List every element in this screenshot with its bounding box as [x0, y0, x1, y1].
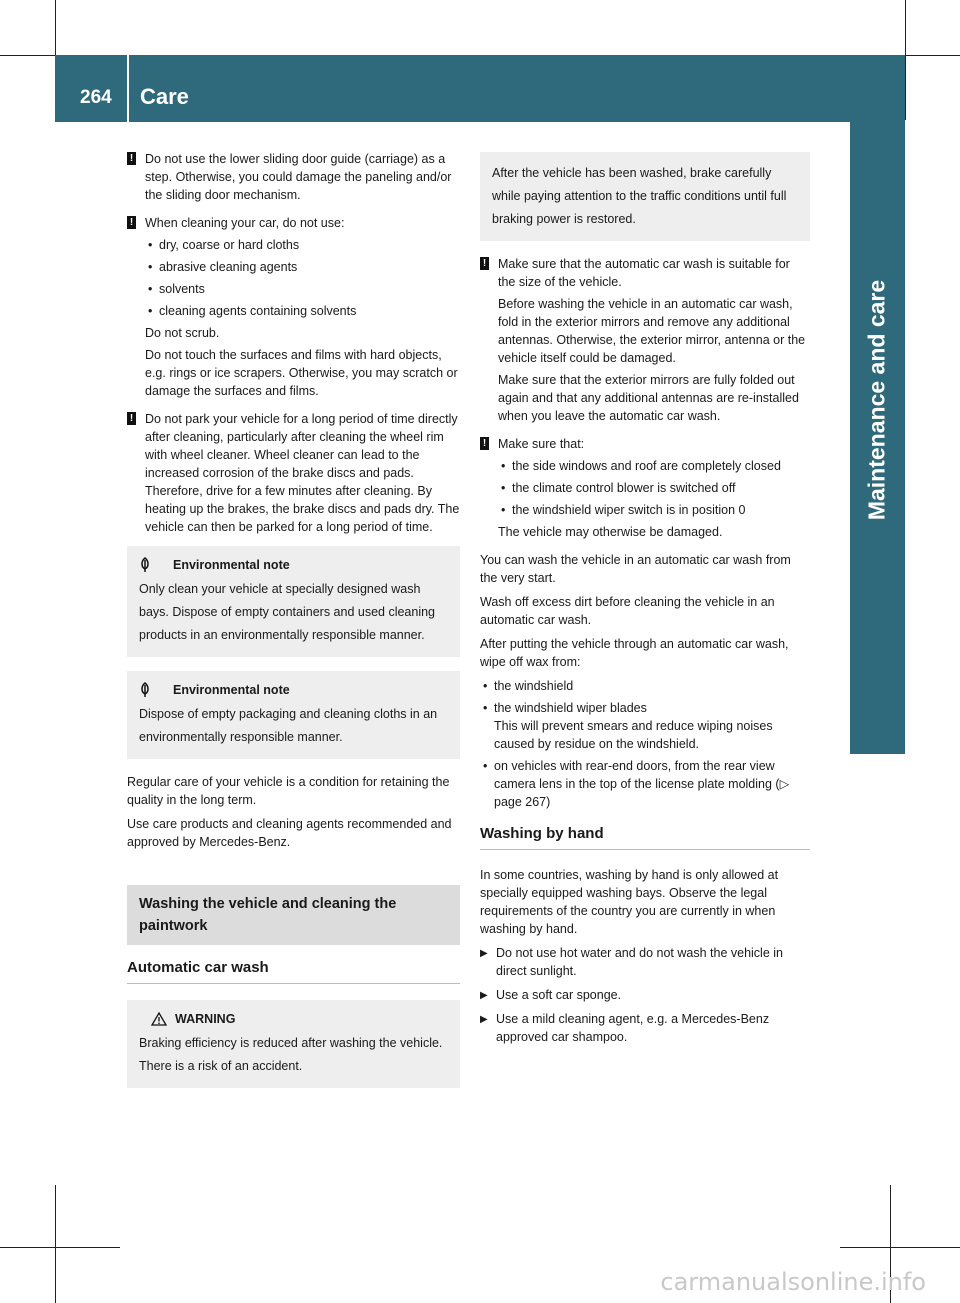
crop-mark [905, 0, 906, 120]
note-text: Do not use the lower sliding door guide (carriage) as a step. Otherwise, you could damage the paneling and/or the sliding door mechanism. [145, 152, 452, 202]
list-item: • the side windows and roof are completely closed [498, 457, 810, 475]
subsection-title: Washing the vehicle and cleaning the paintwork [127, 885, 460, 945]
crop-mark [0, 1247, 120, 1248]
list-item: • the windshield [480, 677, 810, 695]
paragraph: Regular care of your vehicle is a condition for retaining the quality in the long term. [127, 775, 450, 807]
warning-box [127, 1000, 460, 1088]
list-item [480, 699, 810, 753]
environmental-note [127, 546, 460, 657]
bullet-list [480, 677, 810, 811]
list-item: • solvents [145, 280, 460, 298]
caution-note [480, 435, 810, 541]
caution-note [127, 410, 460, 536]
bullet-list [145, 236, 460, 320]
caution-note [127, 214, 460, 400]
env-note-text: Only clean your vehicle at specially designed wash bays. Dispose of empty containers and used cleaning products in an environmentally responsible manner. [139, 582, 436, 642]
heading-automatic-car-wash: Automatic car wash [127, 959, 460, 984]
list-item: • abrasive cleaning agents [145, 258, 460, 276]
leaf-icon [139, 557, 151, 573]
paragraph: After putting the vehicle through an automatic car wash, wipe off wax from: [480, 637, 789, 669]
note-text: Make sure that: [498, 437, 585, 451]
env-note-text: Dispose of empty packaging and cleaning cloths in an environmentally responsible manner. [139, 707, 438, 744]
env-note-header [139, 556, 448, 574]
bullet-list [498, 457, 810, 519]
right-column [480, 150, 810, 1052]
paragraph: Wash off excess dirt before cleaning the vehicle in an automatic car wash. [480, 595, 775, 627]
list-item: • dry, coarse or hard cloths [145, 236, 460, 254]
list-item: • the windshield wiper switch is in position 0 [498, 501, 810, 519]
section-title: Care [140, 84, 189, 109]
list-item: • the climate control blower is switched off [498, 479, 810, 497]
warning-icon [151, 1012, 167, 1026]
warning-header [139, 1010, 448, 1028]
env-note-header [139, 681, 448, 699]
list-item: • cleaning agents containing solvents [145, 302, 460, 320]
warning-text: After the vehicle has been washed, brake carefully while paying attention to the traffic conditions until full braking power is restored. [492, 166, 787, 226]
note-text: Make sure that the automatic car wash is suitable for the size of the vehicle. [498, 257, 790, 289]
warning-text: Braking efficiency is reduced after washing the vehicle. There is a risk of an accident. [139, 1036, 443, 1073]
caution-icon: ! [127, 412, 136, 425]
paragraph: Use care products and cleaning agents recommended and approved by Mercedes-Benz. [127, 817, 452, 849]
note-text: Do not touch the surfaces and films with hard objects, e.g. rings or ice scrapers. Otherwise, you may scratch or damage the surfaces and films. [145, 348, 458, 398]
note-text: Do not park your vehicle for a long period of time directly after cleaning, particularly after cleaning the wheel rim with wheel cleaner. Wheel cleaner can lead to the increased corrosion of the brake discs and pads. Therefore, drive for a few minutes after cleaning. By heating up the brakes, the brake discs and pads dry. The vehicle can then be parked for a long period of time. [145, 412, 460, 534]
left-column [127, 150, 460, 1102]
instruction-step: ▶ Do not use hot water and do not wash the vehicle in direct sunlight. [480, 944, 810, 980]
heading-washing-by-hand: Washing by hand [480, 825, 810, 850]
header-separator [127, 55, 129, 122]
warning-continued-box [480, 152, 810, 241]
warning-title: WARNING [175, 1012, 236, 1026]
instruction-step: ▶ Use a soft car sponge. [480, 986, 810, 1004]
note-text: When cleaning your car, do not use: [145, 216, 345, 230]
leaf-icon [139, 682, 151, 698]
paragraph: You can wash the vehicle in an automatic car wash from the very start. [480, 553, 791, 585]
paragraph: In some countries, washing by hand is only allowed at specially equipped washing bays. Observe the legal requirements of the country you are currently in when washing by hand. [480, 868, 779, 936]
note-text: Make sure that the exterior mirrors are fully folded out again and that any additional antennas are re-installed when you leave the automatic car wash. [498, 373, 799, 423]
side-tab-label: Maintenance and care [863, 279, 890, 521]
crop-mark [55, 1185, 56, 1303]
list-item-text: the windshield wiper blades [494, 701, 647, 715]
note-text: Do not scrub. [145, 326, 220, 340]
environmental-note [127, 671, 460, 759]
caution-icon: ! [127, 216, 136, 229]
note-text: Before washing the vehicle in an automatic car wash, fold in the exterior mirrors and remove any additional antennas. Otherwise, the exterior mirror, antenna or the vehicle itself could be damaged. [498, 297, 806, 365]
caution-note [127, 150, 460, 204]
crop-mark [840, 1247, 960, 1248]
caution-icon: ! [480, 257, 489, 270]
note-text: The vehicle may otherwise be damaged. [498, 525, 723, 539]
list-item-note: This will prevent smears and reduce wiping noises caused by residue on the windshield. [494, 719, 773, 751]
caution-icon: ! [480, 437, 489, 450]
list-item: • on vehicles with rear-end doors, from the rear view camera lens in the top of the license plate molding (▷ page 267) [480, 757, 810, 811]
env-note-title: Environmental note [173, 683, 290, 697]
instruction-step: ▶ Use a mild cleaning agent, e.g. a Mercedes-Benz approved car shampoo. [480, 1010, 810, 1046]
caution-note [480, 255, 810, 425]
watermark: carmanualsonline.info [660, 1268, 926, 1296]
caution-icon: ! [127, 152, 136, 165]
env-note-title: Environmental note [173, 558, 290, 572]
page-number: 264 [80, 87, 112, 108]
